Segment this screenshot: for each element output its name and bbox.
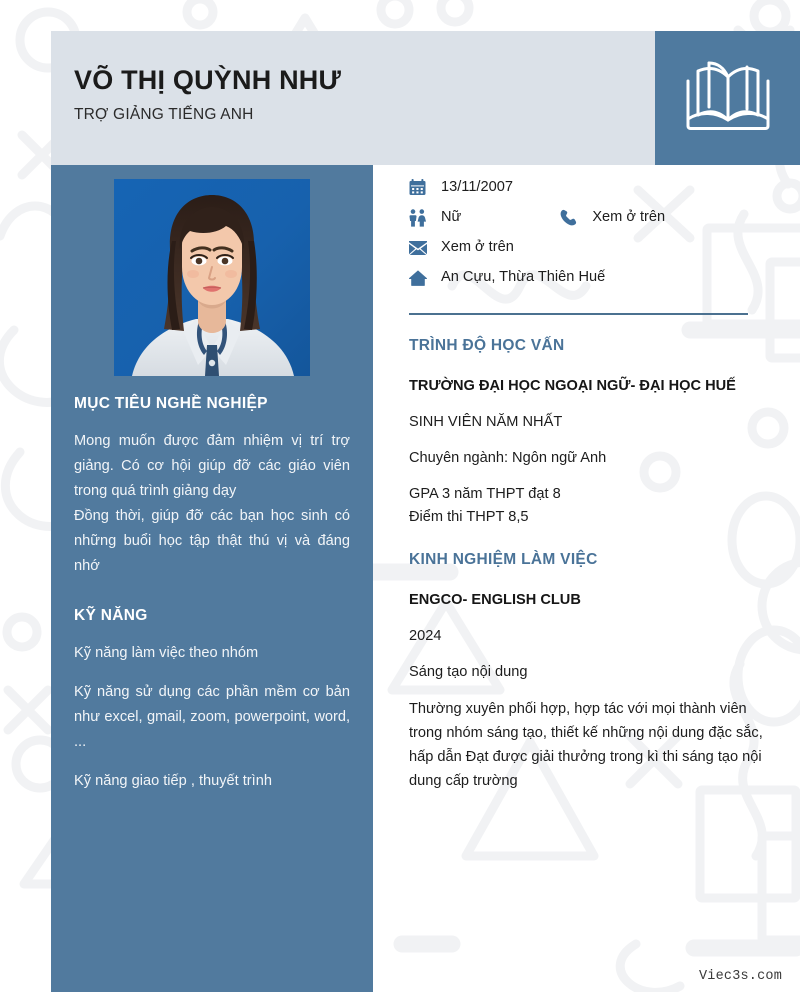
- education-major: Chuyên ngành: Ngôn ngữ Anh: [409, 449, 607, 466]
- objective-paragraph-1: Mong muốn được đảm nhiệm vị trí trợ giảng. Có cơ hội giúp đỡ các giáo viên trong quá trình giảng dạy: [74, 433, 350, 499]
- education-exam-score: Điểm thi THPT 8,5: [409, 508, 529, 525]
- contact-row-email: [409, 238, 774, 257]
- education-gpa: GPA 3 năm THPT đạt 8: [409, 485, 561, 502]
- header-text-group: [74, 64, 634, 125]
- avatar: [114, 179, 310, 376]
- experience-year: 2024: [409, 627, 442, 644]
- experience-organization: ENGCO- ENGLISH CLUB: [409, 591, 581, 608]
- job-title: TRỢ GIẢNG TIẾNG ANH: [74, 106, 254, 124]
- skills-section: [74, 607, 350, 794]
- phone-group: [560, 208, 665, 227]
- objective-paragraph-2: Đồng thời, giúp đỡ các bạn học sinh có những buổi học tập thật thú vị và đáng nhớ: [74, 508, 350, 574]
- skill-item: Kỹ năng giao tiếp , thuyết trình: [74, 773, 272, 789]
- address-value: An Cựu, Thừa Thiên Huế: [441, 269, 606, 285]
- experience-role: Sáng tạo nội dung: [409, 663, 528, 680]
- contact-divider: [409, 313, 748, 315]
- contact-section: [409, 178, 774, 315]
- gender-icon: [409, 208, 431, 227]
- education-heading: TRÌNH ĐỘ HỌC VẤN: [409, 336, 565, 354]
- email-value: Xem ở trên: [441, 239, 514, 255]
- phone-icon: [560, 208, 582, 227]
- calendar-icon: [409, 178, 431, 197]
- logo-box: [655, 31, 800, 165]
- contact-row-address: [409, 268, 774, 287]
- skills-heading: KỸ NĂNG: [74, 607, 148, 624]
- birthdate-value: 13/11/2007: [441, 179, 513, 195]
- skill-item: Kỹ năng sử dụng các phần mềm cơ bản như excel, gmail, zoom, powerpoint, word, ...: [74, 684, 350, 750]
- home-icon: [409, 268, 431, 287]
- experience-heading: KINH NGHIỆM LÀM VIỆC: [409, 550, 598, 568]
- experience-description: Thường xuyên phối hợp, hợp tác với mọi thành viên trong nhóm sáng tạo, thiết kế những nội dung đặc sắc, hấp dẫn Đạt được giải thưởng trong kì thi sáng tạo nội dung cấp trường: [409, 700, 763, 789]
- page-title: VÕ THỊ QUỲNH NHƯ: [74, 65, 342, 95]
- phone-value: Xem ở trên: [592, 209, 666, 225]
- education-status: SINH VIÊN NĂM NHẤT: [409, 413, 563, 430]
- contact-row-birthdate: [409, 178, 774, 197]
- education-section: [409, 337, 774, 529]
- education-school: TRƯỜNG ĐẠI HỌC NGOẠI NGỮ- ĐẠI HỌC HUẾ: [409, 377, 736, 394]
- site-watermark: Viec3s.com: [698, 969, 782, 984]
- open-book-icon: [682, 57, 774, 140]
- objective-heading: MỤC TIÊU NGHỀ NGHIỆP: [74, 395, 268, 412]
- sidebar-content: [74, 395, 350, 816]
- email-icon: [409, 238, 431, 257]
- gender-value: Nữ: [441, 209, 462, 225]
- objective-section: [74, 395, 350, 579]
- experience-section: [409, 551, 774, 793]
- skill-item: Kỹ năng làm việc theo nhóm: [74, 645, 259, 661]
- contact-row-gender-phone: [409, 208, 774, 227]
- main-column: [409, 178, 774, 793]
